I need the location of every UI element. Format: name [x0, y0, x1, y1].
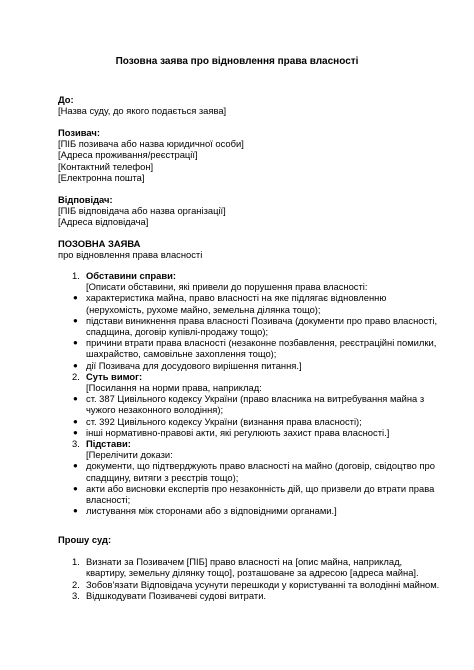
bullet-icon: ● — [73, 293, 78, 303]
list-item-text: ст. 387 Цивільного кодексу України (право власника на витребування майна з — [86, 393, 425, 405]
request-text: Визнати за Позивачем [ПІБ] право власності на [опис майна, наприклад, — [86, 556, 403, 568]
sections-list — [58, 270, 438, 517]
list-item — [58, 360, 428, 371]
bullet-icon: ● — [73, 416, 78, 426]
list-item-text: акти або висновки експертів про незаконність дій, що призвели до втрати права — [86, 482, 435, 494]
claim-heading-block — [58, 238, 428, 260]
bullet-icon: ● — [73, 461, 78, 471]
request-block — [58, 534, 440, 601]
plaintiff-name: [ПІБ позивача або назва юридичної особи] — [58, 138, 244, 150]
request-number: 3. — [72, 589, 80, 601]
list-item — [58, 314, 438, 338]
plaintiff-phone: [Контактний телефон] — [58, 160, 154, 172]
bullet-icon: ● — [73, 394, 78, 404]
plaintiff-address: [Адреса проживання/реєстрації] — [58, 149, 198, 161]
list-item-text: характеристика майна, право власності на яке підлягає відновленню — [86, 292, 387, 304]
bullet-icon: ● — [73, 483, 78, 493]
request-number: 2. — [72, 578, 80, 590]
claim-heading: ПОЗОВНА ЗАЯВА — [58, 238, 141, 249]
request-item-2 — [58, 578, 440, 590]
list-item-text: документи, що підтверджують право власності на майно (договір, свідоцтво про — [86, 460, 435, 472]
request-label: Прошу суд: — [58, 534, 112, 545]
list-item-text: листування між сторонами або з відповідними органами.] — [86, 505, 337, 517]
section-2 — [58, 371, 428, 393]
list-item — [58, 427, 428, 438]
bullet-icon: ● — [73, 315, 78, 325]
defendant-label: Відповідач: — [58, 194, 113, 205]
section-number: 1. — [72, 270, 80, 281]
list-item — [58, 393, 428, 415]
section-intro: [Перелічити докази: — [86, 449, 173, 461]
section-number: 3. — [72, 438, 80, 450]
document-title: Позовна заява про відновлення права власності — [115, 56, 359, 67]
to-label: До: — [58, 94, 74, 105]
list-item-text: підстави виникнення права власності Позивача (документи про право власності, — [86, 314, 438, 326]
court-block — [58, 94, 428, 116]
list-item — [58, 416, 428, 427]
plaintiff-label: Позивач: — [58, 127, 100, 138]
list-item-text: спадщину, витяги з реєстрів тощо); — [86, 471, 239, 483]
section-title: Підстави: — [86, 438, 131, 450]
request-text: квартиру, земельну ділянку тощо], розташоване за адресою [адреса майна]. — [86, 567, 419, 579]
section-intro: [Описати обставини, які привели до порушення права власності: — [86, 281, 368, 293]
claim-subheading: про відновлення права власності — [58, 249, 203, 261]
section-title: Суть вимог: — [86, 370, 143, 382]
section-1 — [58, 270, 428, 292]
request-text: Зобов'язати Відповідача усунути перешкоди у користуванні та володінні майном. — [86, 578, 440, 590]
plaintiff-block — [58, 127, 428, 183]
list-item — [58, 460, 435, 483]
list-item-text: шахрайство, самовільне захоплення тощо); — [86, 348, 277, 360]
request-number: 1. — [72, 556, 80, 568]
plaintiff-email: [Електронна пошта] — [58, 171, 145, 183]
list-item-text: спадщина, договір купівлі-продажу тощо); — [86, 326, 269, 338]
section-3 — [58, 438, 428, 460]
list-item-text: причини втрати права власності (незаконне позбавлення, реєстраційні помилки, — [86, 337, 437, 349]
list-item-text: власності; — [86, 494, 131, 506]
list-item — [58, 337, 437, 360]
bullet-icon: ● — [73, 506, 78, 516]
bullet-icon: ● — [73, 338, 78, 348]
list-item-text: інші нормативно-правові акти, які регулюють захист права власності.] — [86, 426, 390, 438]
request-text: Відшкодувати Позивачеві судові витрати. — [86, 589, 267, 601]
list-item — [58, 482, 435, 506]
list-item — [58, 292, 428, 314]
list-item-text: ст. 392 Цивільного кодексу України (визнання права власності); — [86, 415, 362, 427]
defendant-name: [ПІБ відповідача або назва організації] — [58, 205, 226, 217]
section-intro: [Посилання на норми права, наприклад: — [86, 382, 262, 394]
section-number: 2. — [72, 370, 80, 382]
request-item-3 — [58, 590, 428, 601]
bullet-icon: ● — [73, 360, 78, 370]
list-item — [58, 505, 428, 516]
list-item-text: (нерухомість, рухоме майно, земельна ділянка тощо); — [86, 303, 321, 315]
court-name: [Назва суду, до якого подається заява] — [58, 105, 227, 117]
section-title: Обставини справи: — [86, 270, 177, 281]
bullet-icon: ● — [73, 427, 78, 437]
list-item-text: дії Позивача для досудового вирішення питання.] — [86, 359, 302, 371]
request-item-1 — [58, 556, 428, 578]
defendant-address: [Адреса відповідача] — [58, 216, 149, 228]
defendant-block — [58, 194, 428, 228]
list-item-text: чужого незаконного володіння); — [86, 404, 224, 416]
